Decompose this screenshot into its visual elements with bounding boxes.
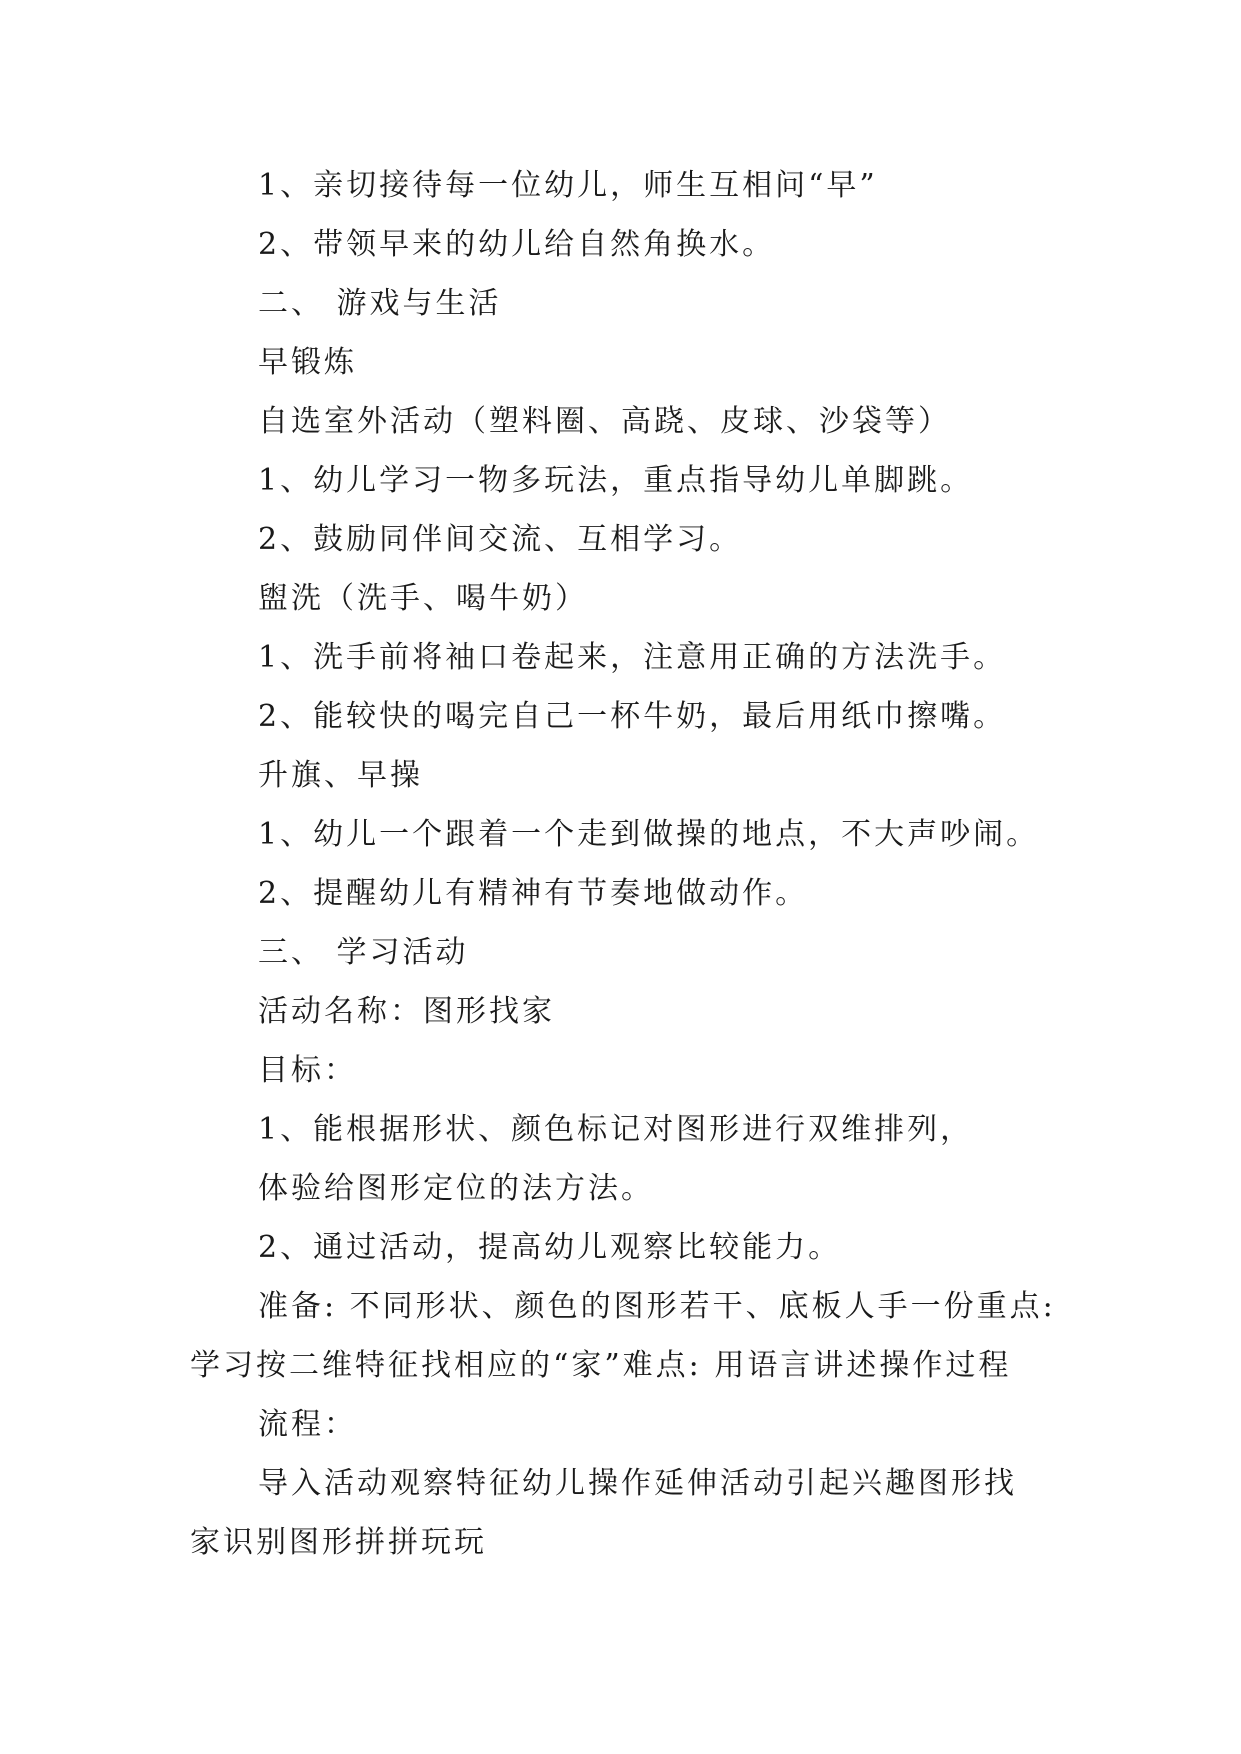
list-item-1: 1、亲切接待每一位幼儿，师生互相问“早” [258, 168, 878, 203]
subheading-morning-exercise: 早锻炼 [258, 345, 357, 380]
process-label: 流程： [258, 1407, 357, 1442]
subheading-flag-exercise: 升旗、早操 [258, 758, 423, 793]
activity-name: 活动名称：图形找家 [258, 994, 555, 1029]
list-item-2: 2、通过活动，提高幼儿观察比较能力。 [258, 1230, 842, 1265]
list-item-2: 2、带领早来的幼儿给自然角换水。 [258, 227, 776, 262]
paragraph-preparation-continued: 学习按二维特征找相应的“家”难点: 用语言讲述操作过程 [190, 1348, 1012, 1383]
subheading-washing: 盥洗（洗手、喝牛奶） [258, 581, 588, 616]
paragraph-process-continued: 家识别图形拼拼玩玩 [190, 1525, 487, 1560]
list-item-2: 2、鼓励同伴间交流、互相学习。 [258, 522, 743, 557]
list-item-2: 2、提醒幼儿有精神有节奏地做动作。 [258, 876, 809, 911]
list-item-2: 2、能较快的喝完自己一杯牛奶，最后用纸巾擦嘴。 [258, 699, 1007, 734]
section-heading-2: 二、 游戏与生活 [258, 286, 502, 321]
list-item-1: 1、能根据形状、颜色标记对图形进行双维排列， [258, 1112, 974, 1147]
paragraph-preparation: 准备: 不同形状、颜色的图形若干、底板人手一份重点: [258, 1289, 1056, 1324]
list-item-1: 1、幼儿学习一物多玩法，重点指导幼儿单脚跳。 [258, 463, 974, 498]
list-item-1: 1、洗手前将袖口卷起来，注意用正确的方法洗手。 [258, 640, 1007, 675]
paragraph-outdoor-activity: 自选室外活动（塑料圈、高跷、皮球、沙袋等） [258, 404, 951, 439]
paragraph-process: 导入活动观察特征幼儿操作延伸活动引起兴趣图形找 [258, 1466, 1017, 1501]
goals-label: 目标： [258, 1053, 357, 1088]
list-item-1: 1、幼儿一个跟着一个走到做操的地点，不大声吵闹。 [258, 817, 1040, 852]
list-item-1-continued: 体验给图形定位的法方法。 [258, 1171, 654, 1206]
section-heading-3: 三、 学习活动 [258, 935, 469, 970]
